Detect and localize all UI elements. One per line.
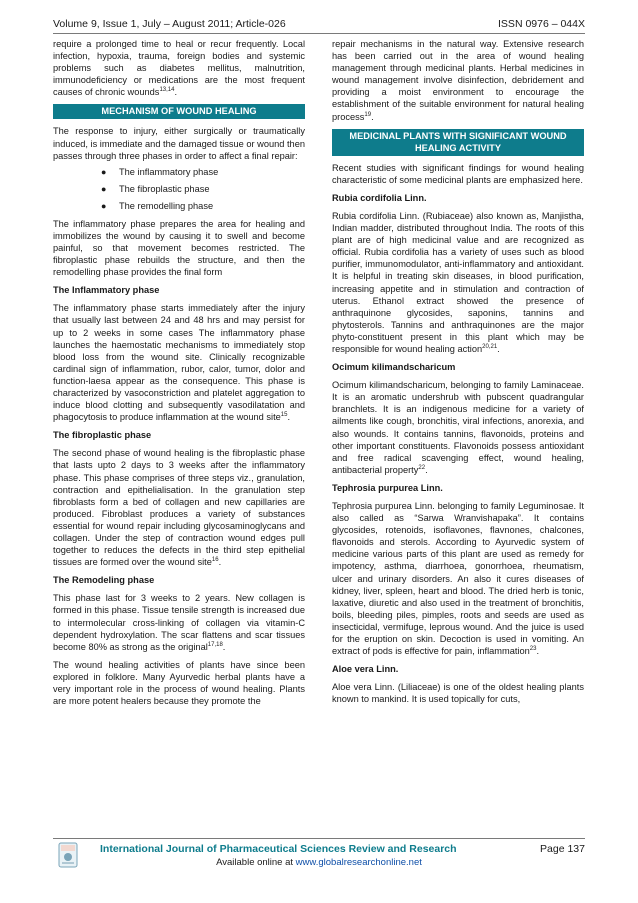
bullet-icon: ●	[101, 166, 107, 177]
bullet-icon: ●	[101, 200, 107, 211]
header-issn: ISSN 0976 – 044X	[498, 18, 585, 30]
paragraph-folklore: The wound healing activities of plants have since been explored in folklore. Many Ayurvedic herbal plants have a very important role in the process of wound healing. Plants are more potent healers because they promote the	[53, 659, 305, 707]
citation: 22	[418, 464, 426, 471]
heading-inflammatory-phase: The Inflammatory phase	[53, 285, 160, 296]
list-item-label: The fibroplastic phase	[119, 183, 210, 194]
period: .	[287, 412, 291, 423]
citation: 17,18	[207, 641, 223, 648]
phases-list	[53, 166, 305, 212]
heading-tephrosia: Tephrosia purpurea Linn.	[332, 482, 443, 493]
period: .	[497, 343, 500, 354]
list-item	[101, 200, 305, 212]
paragraph-tephrosia	[332, 500, 584, 657]
citation: 20,21	[482, 343, 498, 350]
heading-rubia-cordifolia: Rubia cordifolia Linn.	[332, 192, 427, 203]
bullet-icon: ●	[101, 183, 107, 194]
period: .	[222, 641, 226, 652]
list-item	[101, 183, 305, 195]
heading-fibroplastic-phase: The fibroplastic phase	[53, 430, 152, 441]
paragraph-text: Rubia cordifolia Linn. (Rubiaceae) also known as, Manjistha, Indian madder, distributed throughout India. The roots of this plant are of high medicinal value and are recognized as official. Rubia cordifolia has a variety of uses such as blood purifier, immunomodulator, anti-inflammatory and antioxidant. It is helpful in treating skin diseases, in blood purification, increasing appetite and in stimulation and contraction of uterus. Ethanol extract showed the presence of anthraquinone glycosides, saponins, tannins and phytosterols. Tannins and anthraquinones are the major phyto-constituent present in this plant which may be responsible for wound healing action	[332, 210, 584, 354]
citation: 19	[364, 111, 372, 118]
footer-website-link[interactable]: www.globalresearchonline.net	[295, 857, 422, 868]
paragraph-text: The second phase of wound healing is the fibroplastic phase that lasts upto 2 days to 3 weeks after the inflammatory phase. This phase comprises of three steps viz., granulation, contraction and epithelialisation. In the granulation step fibroblasts form a bed of collagen and new capillaries are produced. Fibroblast produces a variety of substances essential for wound repair including glycosaminoglycans and collagen. Under the step of contraction wound edges pull together to reduces the defects in the third step epithelial tissues are formed over the wound site	[53, 448, 305, 568]
paragraph-ocimum	[332, 379, 584, 476]
section-banner-medicinal-plants: MEDICINAL PLANTS WITH SIGNIFICANT WOUND HEALING ACTIVITY	[332, 129, 584, 156]
list-item-label: The inflammatory phase	[119, 166, 219, 177]
right-column	[332, 38, 584, 830]
footer-page-number: Page 137	[540, 843, 585, 855]
running-header	[53, 17, 585, 34]
paragraph-text: This phase last for 3 weeks to 2 years. New collagen is formed in this phase. Tissue tensile strength is increased due to intermolecular cross-linking of collagen via vitamin-C dependent hydroxylation. The scar flattens and scar tissues become 80% as strong as the original	[53, 593, 305, 652]
paragraph-repair-mechanisms	[332, 38, 584, 123]
period: .	[174, 87, 178, 98]
paragraph-text: The inflammatory phase starts immediately after the injury that usually last between 24 and 48 hrs and may persist for up to 2 weeks in some cases The inflammatory phase launches the haemostatic mechanisms to immediately stop blood loss from the wound site. Clinically recognizable cardinal sign of inflammation, rubor, calor, tumor, dolor and function-laesa appear as the consequence. This phase is characterized by vasoconstriction and platelet aggregation to induce blood clotting and subsequently vasodilatation and phagocytosis to produce inflammation at the wound site	[53, 303, 305, 423]
paragraph-phases-overview: The inflammatory phase prepares the area for healing and immobilizes the wound by causing it to swell and become painful, so that movement becomes restricted. The fibroplastic phase rebuilds the structure, and then the remodelling phase provides the final form	[53, 218, 305, 278]
footer-availability	[0, 857, 638, 868]
paragraph-inflammatory	[53, 302, 305, 423]
citation: 13,14	[159, 87, 175, 94]
footer-journal-name: International Journal of Pharmaceutical Sciences Review and Research	[100, 843, 457, 855]
citation: 16	[211, 557, 219, 564]
footer-divider	[53, 838, 585, 839]
paragraph-response-to-injury: The response to injury, either surgically or traumatically induced, is immediate and the damaged tissue or wound then passes through three phases in order to affect a final repair:	[53, 126, 305, 161]
period: .	[371, 111, 374, 122]
citation: 23	[529, 646, 537, 653]
paragraph-recent-studies: Recent studies with significant findings for wound healing characteristic of some medicinal plants are emphasized here.	[332, 162, 584, 185]
paragraph-chronic-wounds	[53, 38, 305, 98]
heading-ocimum: Ocimum kilimandscharicum	[332, 362, 456, 373]
heading-aloe-vera: Aloe vera Linn.	[332, 664, 399, 675]
citation: 15	[280, 412, 288, 419]
left-column	[53, 38, 305, 830]
paragraph-fibroplastic	[53, 447, 305, 568]
period: .	[536, 646, 540, 657]
paragraph-remodeling	[53, 592, 305, 652]
paragraph-rubia	[332, 210, 584, 355]
paragraph-text: repair mechanisms in the natural way. Extensive research has been carried out in the area of wound healing management through medicinal plants. Herbal medicines in wound management involve disinfection, debridement and providing a moist environment to encourage the establishment of the suitable environment for natural healing process	[332, 39, 584, 122]
paragraph-text: require a prolonged time to heal or recur frequently. Local infection, hypoxia, trauma, foreign bodies and systemic problems such as diabetes mellitus, malnutrition, immunodeficiency or medications are the most frequent causes of chronic wounds	[53, 39, 305, 98]
header-volume-info: Volume 9, Issue 1, July – August 2011; Article-026	[53, 18, 286, 30]
paragraph-text: Ocimum kilimandscharicum, belonging to family Laminaceae. It is an aromatic undershrub with pubscent quadrangular branchlets. It is an indigenous medicine for a variety of ailments like cough, bronchitis, viral infections, anorexia, and also wounds. It contains tannins, flavonoids, proteins and other important constituents. Flavonoids possess antioxidant and free radical scavenging effect, wound healing, antibacterial property	[332, 380, 584, 475]
period: .	[425, 464, 428, 475]
footer-availability-text: Available online at	[216, 857, 296, 868]
paragraph-text: Tephrosia purpurea Linn. belonging to family Leguminosae. It also called as “Sarwa Wranvishapaka”. It contains glycosides, rotenoids, isoflavones, flavnones, chalcones, flavonoids and sterols. According to Ayurvedic system of medicine various parts of this plant are used as remedy for impotency, asthma, diarrhoea, gonorrhoea, rheumatism, ulcer and urinary disorders. An also it cures diseases of kidney, liver, spleen, heart and blood. The dried herb is tonic, laxative, diuretic and also used in the treatment of bronchitis, boils, bleeding piles, pimples, roots and seeds are used as insecticidal, vermifuge, leprous wound. And the juice is used for the eruption on skin. Decoction is used in vomiting. An extract of pods is effective for pain, inflammation	[332, 501, 584, 657]
paragraph-aloe: Aloe vera Linn. (Liliaceae) is one of the oldest healing plants known to mankind. It is used topically for cuts,	[332, 682, 584, 705]
heading-remodeling-phase: The Remodeling phase	[53, 575, 155, 586]
period: .	[218, 557, 222, 568]
section-banner-mechanism: MECHANISM OF WOUND HEALING	[53, 104, 305, 119]
list-item	[101, 166, 305, 178]
list-item-label: The remodelling phase	[119, 200, 214, 211]
